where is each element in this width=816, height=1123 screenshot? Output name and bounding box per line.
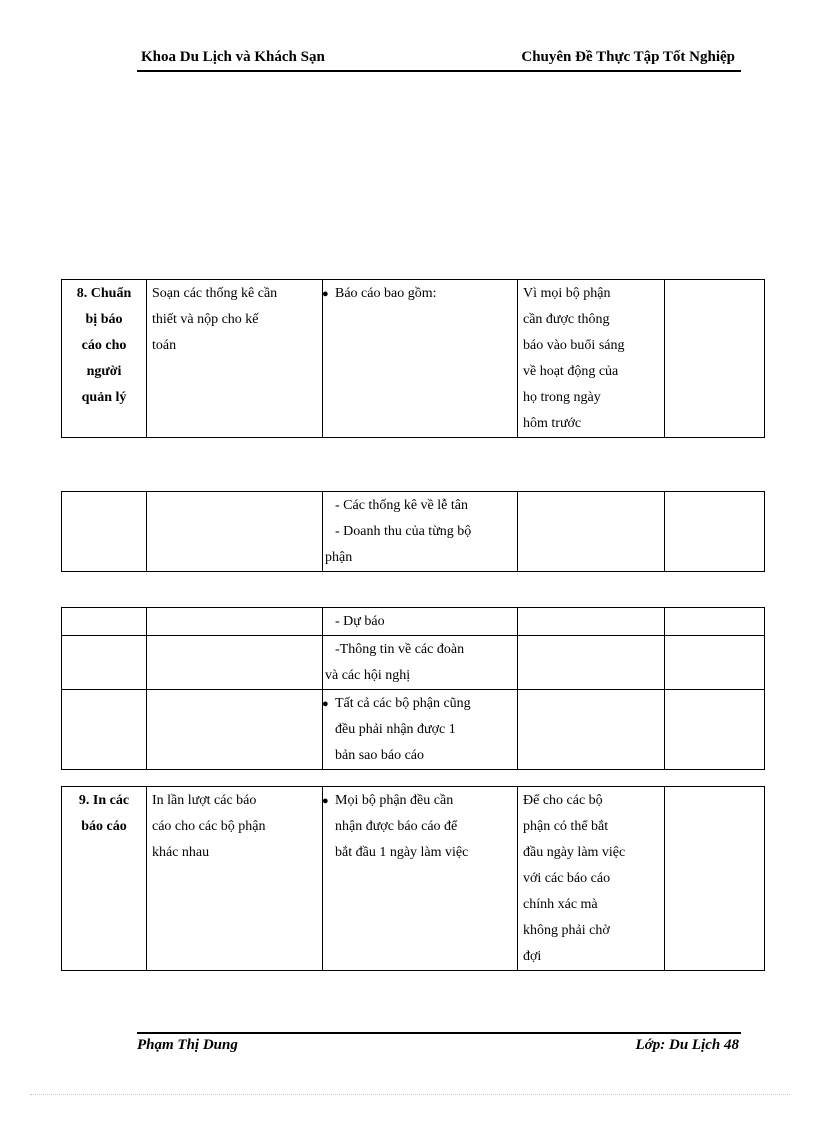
action-line: khác nhau	[152, 845, 210, 860]
bullet-icon: ●	[322, 288, 329, 300]
empty-cell	[665, 787, 765, 971]
empty-cell	[665, 690, 765, 770]
reason-line: báo vào buổi sáng	[523, 338, 625, 353]
bullet-icon: ●	[322, 795, 329, 807]
table-row	[62, 492, 765, 572]
content-text: Mọi bộ phận đều cần	[335, 793, 454, 808]
action-cell	[147, 280, 323, 438]
reason-line: đợi	[523, 949, 542, 964]
content-cell	[323, 280, 518, 438]
step-cell	[62, 787, 147, 971]
footer-author: Phạm Thị Dung	[137, 1037, 238, 1053]
page-bottom-divider	[30, 1094, 790, 1095]
reason-cell	[518, 280, 665, 438]
reason-line: hôm trước	[523, 416, 582, 431]
action-line: thiết và nộp cho kế	[152, 312, 259, 327]
content-line: và các hội nghị	[325, 668, 411, 683]
reason-line: về hoạt động của	[523, 364, 619, 379]
content-cell	[323, 787, 518, 971]
reason-line: chính xác mà	[523, 897, 598, 912]
step-line: cáo cho	[81, 338, 127, 353]
reason-line: đầu ngày làm việc	[523, 845, 626, 860]
action-line: Soạn các thống kê cần	[152, 286, 278, 301]
reason-line: Để cho các bộ	[523, 793, 603, 808]
empty-cell	[62, 608, 147, 636]
empty-cell	[62, 492, 147, 572]
empty-cell	[518, 608, 665, 636]
action-line: toán	[152, 338, 177, 353]
content-line: - Dự báo	[335, 614, 385, 629]
step-cell	[62, 280, 147, 438]
step-line: 8. Chuẩn	[76, 286, 132, 301]
empty-cell	[62, 636, 147, 690]
reason-line: với các báo cáo	[523, 871, 611, 886]
empty-cell	[665, 280, 765, 438]
content-text: Báo cáo bao gồm:	[335, 286, 437, 301]
table-row	[62, 280, 765, 438]
content-line: bản sao báo cáo	[335, 748, 425, 763]
content-line: phận	[325, 550, 353, 565]
table-row	[62, 608, 765, 636]
content-line: đều phải nhận được 1	[335, 722, 456, 737]
procedure-table-continued-2	[61, 607, 765, 770]
page-footer	[137, 1032, 741, 1058]
content-cell	[323, 492, 518, 572]
step-line: 9. In các	[78, 793, 130, 808]
step-line: bị báo	[85, 312, 123, 327]
step-line: người	[86, 364, 122, 379]
content-cell	[323, 608, 518, 636]
table-row	[62, 636, 765, 690]
content-text: Tất cả các bộ phận cũng	[335, 696, 471, 711]
footer-class: Lớp: Du Lịch 48	[635, 1037, 739, 1053]
reason-line: phận có thể bắt	[523, 819, 609, 834]
content-cell	[323, 690, 518, 770]
empty-cell	[518, 636, 665, 690]
reason-line: cần được thông	[523, 312, 610, 327]
reason-line: Vì mọi bộ phận	[523, 286, 611, 301]
header-document-type: Chuyên Đề Thực Tập Tốt Nghiệp	[521, 49, 735, 65]
page-header	[137, 48, 741, 72]
empty-cell	[147, 608, 323, 636]
header-faculty: Khoa Du Lịch và Khách Sạn	[141, 49, 325, 65]
empty-cell	[518, 690, 665, 770]
action-line: cáo cho các bộ phận	[152, 819, 266, 834]
empty-cell	[665, 636, 765, 690]
empty-cell	[147, 636, 323, 690]
content-line: bắt đầu 1 ngày làm việc	[335, 845, 469, 860]
table-row	[62, 690, 765, 770]
step-line: báo cáo	[81, 819, 127, 834]
bullet-item	[322, 788, 512, 814]
action-cell	[147, 787, 323, 971]
empty-cell	[518, 492, 665, 572]
empty-cell	[147, 492, 323, 572]
bullet-icon: ●	[322, 698, 329, 710]
content-line: nhận được báo cáo để	[335, 819, 458, 834]
content-line: - Doanh thu của từng bộ	[335, 524, 472, 539]
bullet-item	[322, 281, 512, 307]
reason-cell	[518, 787, 665, 971]
empty-cell	[665, 492, 765, 572]
reason-line: không phải chờ	[523, 923, 610, 938]
content-line: -Thông tin về các đoàn	[335, 642, 465, 657]
table-row	[62, 787, 765, 971]
content-cell	[323, 636, 518, 690]
step-line: quản lý	[81, 390, 127, 405]
empty-cell	[62, 690, 147, 770]
empty-cell	[665, 608, 765, 636]
bullet-item	[322, 691, 512, 717]
procedure-table-continued	[61, 491, 765, 572]
empty-cell	[147, 690, 323, 770]
content-line: - Các thống kê về lễ tân	[335, 498, 468, 513]
procedure-table-step-9	[61, 786, 765, 971]
reason-line: họ trong ngày	[523, 390, 601, 405]
procedure-table-step-8	[61, 279, 765, 438]
action-line: In lần lượt các báo	[152, 793, 257, 808]
